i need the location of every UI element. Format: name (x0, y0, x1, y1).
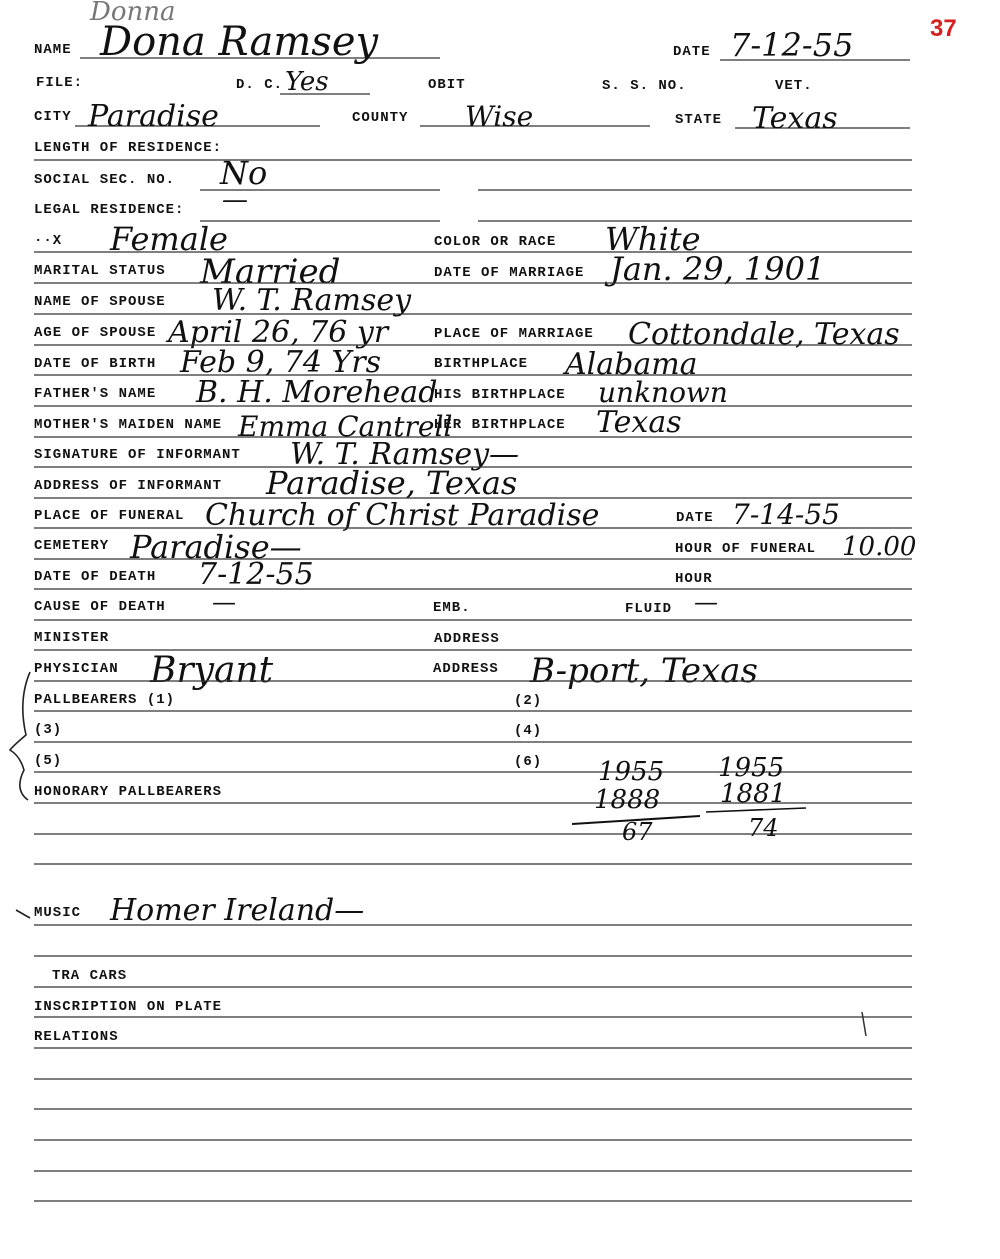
hw-state: Texas (752, 101, 838, 136)
label-date: DATE (673, 44, 711, 60)
label-relations: RELATIONS (34, 1029, 119, 1045)
label-extra-cars: TRA CARS (52, 968, 128, 984)
label-minister-address: ADDRESS (434, 631, 500, 647)
hw-name: Dona Ramsey (100, 19, 379, 65)
hw-calc-b3: 74 (748, 814, 779, 842)
label-fluid: FLUID (625, 601, 673, 617)
label-place-of-funeral: PLACE OF FUNERAL (34, 508, 185, 524)
hw-color-or-race: White (605, 220, 701, 258)
hw-physician-address: B-port, Texas (530, 651, 758, 691)
label-inscription-on-plate: INSCRIPTION ON PLATE (34, 999, 223, 1015)
label-signature-of-informant: SIGNATURE OF INFORMANT (34, 447, 241, 463)
hw-calc-b2: 1881 (720, 779, 787, 809)
label-physician: PHYSICIAN (34, 661, 119, 677)
label-name-of-spouse: NAME OF SPOUSE (34, 294, 166, 310)
label-dc: D. C. (236, 77, 284, 93)
hw-place-of-marriage: Cottondale, Texas (628, 317, 900, 352)
label-pallbearer-4: (4) (514, 723, 543, 739)
hw-cause-of-death: — (212, 588, 236, 616)
hw-mothers-maiden-name: Emma Cantrell (238, 410, 453, 443)
hw-signature-of-informant: W. T. Ramsey— (290, 437, 520, 472)
label-ssno: S. S. NO. (602, 78, 687, 94)
label-her-birthplace: HER BIRTHPLACE (434, 417, 566, 433)
hw-age-of-spouse: April 26, 76 yr (168, 315, 389, 350)
label-color-or-race: COLOR OR RACE (434, 234, 557, 250)
hw-cemetery: Paradise— (130, 528, 302, 566)
label-pallbearer-2: (2) (514, 693, 543, 709)
hw-dc: Yes (285, 67, 329, 97)
hw-name-of-spouse: W. T. Ramsey (212, 283, 412, 318)
hw-calc-a3: 67 (622, 818, 653, 846)
label-address-of-informant: ADDRESS OF INFORMANT (34, 478, 223, 494)
label-honorary-pallbearers: HONORARY PALLBEARERS (34, 784, 223, 800)
hw-date-of-death: 7-12-55 (198, 557, 314, 592)
hw-her-birthplace: Texas (596, 405, 682, 440)
label-pallbearer-3: (3) (34, 722, 63, 738)
hw-sex: Female (110, 220, 228, 258)
label-music: MUSIC (34, 905, 82, 921)
hw-calc-b1: 1955 (718, 753, 785, 783)
hw-birthplace: Alabama (565, 347, 698, 382)
label-birthplace: BIRTHPLACE (434, 356, 529, 372)
hw-marital-status: Married (200, 252, 341, 292)
label-pallbearers-1: PALLBEARERS (1) (34, 692, 176, 708)
hw-legal-residence: — (222, 185, 248, 215)
label-county: COUNTY (352, 110, 409, 126)
hw-physician: Bryant (150, 650, 274, 691)
bracket-mark (10, 672, 30, 800)
hw-date: 7-12-55 (730, 26, 854, 64)
relations-tick (862, 1012, 866, 1036)
hw-place-of-funeral: Church of Christ Paradise (205, 498, 600, 533)
label-pallbearer-6: (6) (514, 754, 543, 770)
label-hour-of-funeral: HOUR OF FUNERAL (675, 541, 817, 557)
label-social-sec-no: SOCIAL SEC. NO. (34, 172, 176, 188)
label-mothers-maiden-name: MOTHER'S MAIDEN NAME (34, 417, 223, 433)
label-date-of-marriage: DATE OF MARRIAGE (434, 265, 585, 281)
page-number: 37 (930, 15, 957, 42)
hw-date-of-birth: Feb 9, 74 Yrs (180, 345, 382, 380)
label-minister: MINISTER (34, 630, 110, 646)
hw-city: Paradise (88, 99, 219, 134)
hw-his-birthplace: unknown (598, 376, 728, 409)
label-date-of-birth: DATE OF BIRTH (34, 356, 157, 372)
label-legal-residence: LEGAL RESIDENCE: (34, 202, 185, 218)
label-hour: HOUR (675, 571, 713, 587)
hw-calc-a2: 1888 (594, 785, 661, 815)
hw-calc-a1: 1955 (598, 757, 665, 787)
label-state: STATE (675, 112, 723, 128)
hw-music: Homer Ireland— (110, 893, 365, 928)
hw-fluid: — (694, 588, 718, 616)
label-age-of-spouse: AGE OF SPOUSE (34, 325, 157, 341)
hw-address-of-informant: Paradise, Texas (266, 464, 518, 502)
label-place-of-marriage: PLACE OF MARRIAGE (434, 326, 594, 342)
hw-funeral-date: 7-14-55 (732, 498, 840, 531)
hw-hour-of-funeral: 10.00 (842, 532, 917, 562)
hw-county: Wise (465, 100, 534, 133)
label-fathers-name: FATHER'S NAME (34, 386, 157, 402)
label-funeral-date: DATE (676, 510, 714, 526)
label-sex: ··X (34, 233, 63, 249)
hw-name-above: Donna (90, 0, 176, 27)
hw-social-sec-no: No (220, 154, 268, 192)
label-marital-status: MARITAL STATUS (34, 263, 166, 279)
label-physician-address: ADDRESS (433, 661, 499, 677)
label-cemetery: CEMETERY (34, 538, 110, 554)
label-name: NAME (34, 42, 72, 58)
hw-fathers-name: B. H. Morehead (196, 375, 438, 410)
label-cause-of-death: CAUSE OF DEATH (34, 599, 166, 615)
label-obit: OBIT (428, 77, 466, 93)
label-vet: VET. (775, 78, 813, 94)
label-his-birthplace: HIS BIRTHPLACE (434, 387, 566, 403)
label-date-of-death: DATE OF DEATH (34, 569, 157, 585)
label-city: CITY (34, 109, 72, 125)
label-pallbearer-5: (5) (34, 753, 63, 769)
label-emb: EMB. (433, 600, 471, 616)
label-length-of-residence: LENGTH OF RESIDENCE: (34, 140, 223, 156)
label-file: FILE: (36, 75, 84, 91)
hw-date-of-marriage: Jan. 29, 1901 (610, 250, 826, 288)
music-mark (16, 910, 30, 918)
